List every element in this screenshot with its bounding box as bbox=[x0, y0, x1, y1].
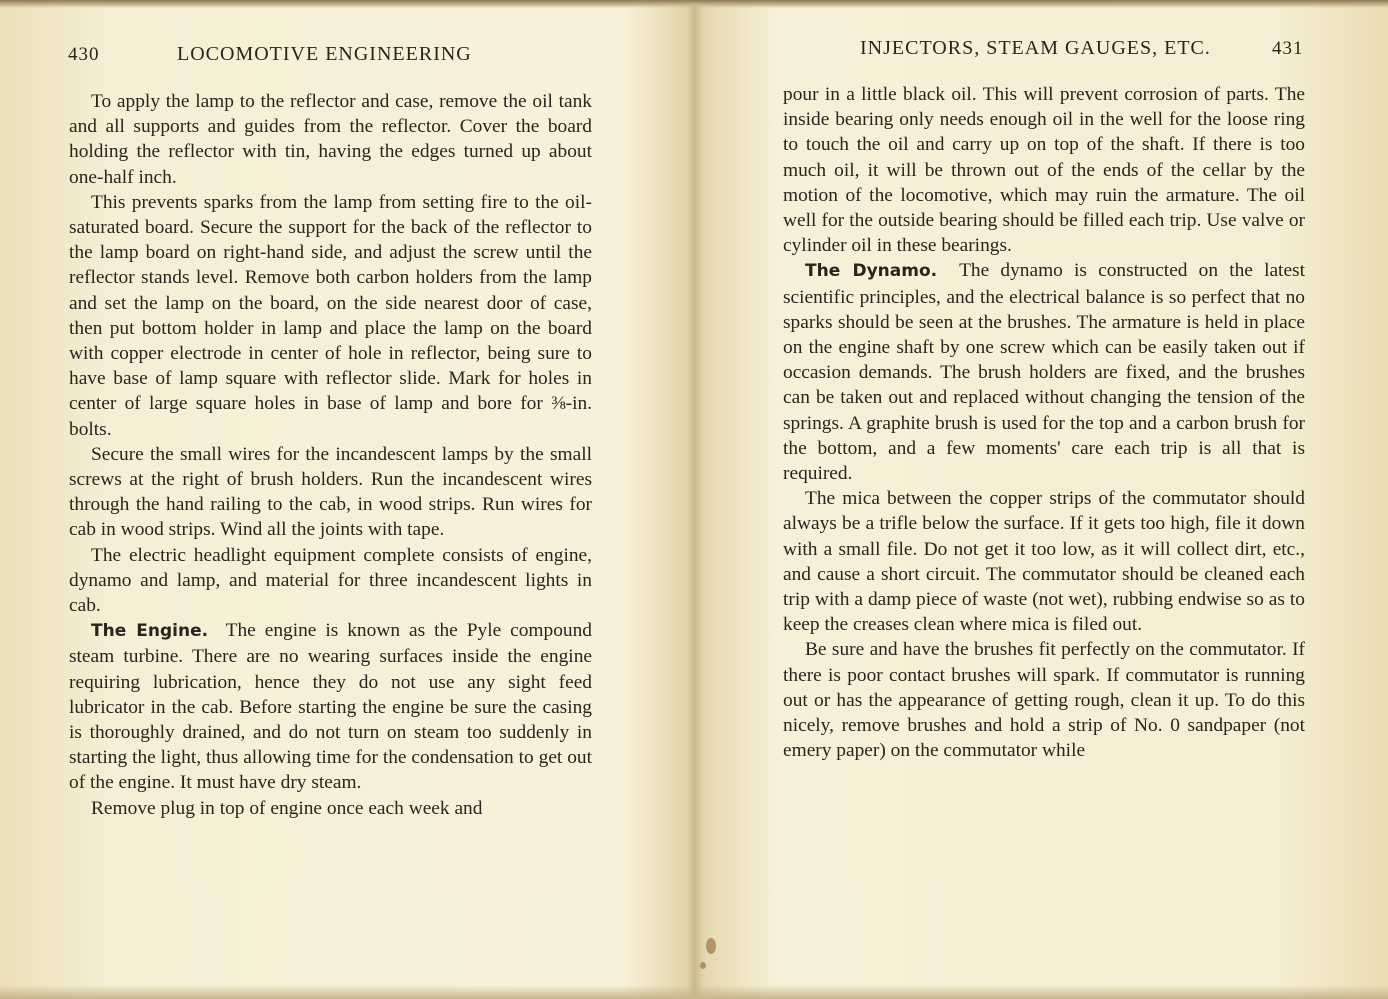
dynamo-text: The dynamo is constructed on the latest scientific principles, and the electrical balance is so perfect that no sparks should be seen at the brushes. The armature is held in place on the engine shaft by one screw which can be easily taken out if occasion demands. The brush holders are fixed, and the brushes can be taken out and replaced without changing the tension of the springs. A graphite brush is used for the top and a carbon brush for the bottom, and a few moments' care each trip is all that is required. bbox=[783, 260, 1305, 485]
paragraph: The mica between the copper strips of the commutator should always be a trifle below the surface. If it gets too high, file it down with a small file. Do not get it too low, as it will collect dirt, etc., and cause a short circuit. The commutator should be cleaned each trip with a damp piece of waste (not wet), rubbing endwise so as to keep the creases clean where mica is filed out. bbox=[783, 488, 1305, 636]
paragraph: Secure the small wires for the incandescent lamps by the small screws at the right of brush holders. Run the incandescent wires through the hand railing to the cab, in wood strips. Run wires for cab in wood strips. Wind all the joints with tape. bbox=[69, 443, 592, 541]
left-page-body bbox=[69, 89, 592, 821]
paragraph: The electric headlight equipment complete consists of engine, dynamo and lamp, and material for three incandescent lights in cab. bbox=[69, 544, 592, 617]
paragraph: Remove plug in top of engine once each week and bbox=[91, 797, 483, 819]
paper-stain bbox=[706, 938, 716, 954]
section-heading-engine: The Engine. bbox=[91, 621, 209, 642]
paper-stain bbox=[700, 962, 706, 969]
paragraph: To apply the lamp to the reflector and case, remove the oil tank and all supports and guides from the reflector. Cover the board holding the reflector with tin, having the edges turned up about one-half inch. bbox=[69, 91, 592, 188]
right-page bbox=[695, 0, 1388, 999]
paragraph-continued: pour in a little black oil. This will prevent corrosion of parts. The inside bearing only needs enough oil in the well for the loose ring to touch the oil and carry up on top of the shaft. If there is too much oil, it will be thrown out of the ends of the cellar by the motion of the locomotive, which may ruin the armature. The oil well for the outside bearing should be filled each trip. Use valve or cylinder oil in these bearings. bbox=[783, 84, 1305, 257]
paragraph: Be sure and have the brushes fit perfectly on the commutator. If there is poor contact brushes will spark. If commutator is running out or has the appearance of getting rough, clean it up. To do this nicely, remove brushes and hold a strip of No. 0 sandpaper (not emery paper) on the commutator while bbox=[783, 639, 1305, 762]
running-head: INJECTORS, STEAM GAUGES, ETC. bbox=[860, 37, 1211, 59]
paragraph-engine bbox=[69, 618, 592, 795]
left-page bbox=[0, 0, 680, 999]
running-head: LOCOMOTIVE ENGINEERING bbox=[177, 43, 472, 65]
left-page-header bbox=[0, 40, 680, 70]
section-heading-dynamo: The Dynamo. bbox=[805, 261, 938, 282]
paragraph: This prevents sparks from the lamp from setting fire to the oil-saturated board. Secure the support for the back of the reflector to the lamp board on right-hand side, and adjust the screw until the reflector stands level. Remove both carbon holders from the lamp and set the lamp on the board, on the side nearest door of case, then put bottom holder in lamp and place the lamp on the board with copper electrode in center of hole in reflector, being sure to have base of lamp square with reflector slide. Mark for holes in center of large square holes in base of lamp and bore for ⅜-in. bolts. bbox=[69, 191, 592, 440]
page-number: 431 bbox=[1272, 38, 1304, 59]
page-number: 430 bbox=[68, 44, 100, 65]
paragraph-dynamo bbox=[783, 258, 1305, 486]
engine-text: The engine is known as the Pyle compound steam turbine. There are no wearing surfaces inside the engine requiring lubrication, hence they do not use any sight feed lubricator in the cab. Before starting the engine be sure the casing is thoroughly drained, and do not turn on steam too suddenly in starting the light, thus allowing time for the condensation to get out of the engine. It must have dry steam. bbox=[69, 620, 592, 794]
right-page-header bbox=[695, 37, 1388, 70]
right-page-body bbox=[783, 82, 1305, 763]
